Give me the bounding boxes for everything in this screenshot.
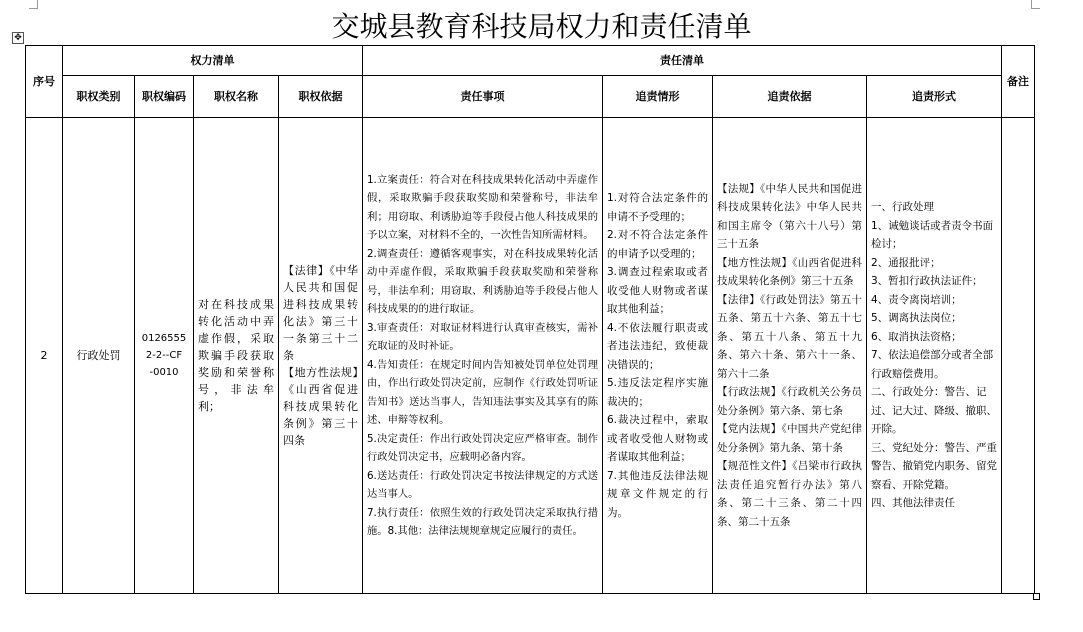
page-corner-mark-right xyxy=(1031,0,1040,9)
page-title: 交城县教育科技局权力和责任清单 xyxy=(331,10,752,43)
cell-code: 0126555 2-2--CF -0010 xyxy=(135,118,194,594)
header-remark: 备注 xyxy=(1002,46,1035,118)
header-power-category: 职权类别 xyxy=(63,76,135,118)
header-power-name: 职权名称 xyxy=(194,76,279,118)
power-duty-table xyxy=(25,45,1035,594)
header-power-code: 职权编码 xyxy=(135,76,194,118)
header-duty-items: 责任事项 xyxy=(363,76,603,118)
table-row xyxy=(26,118,1035,594)
header-power-list: 权力清单 xyxy=(63,46,363,76)
header-power-basis: 职权依据 xyxy=(279,76,363,118)
cell-remark xyxy=(1002,118,1035,594)
cell-accountability-cases: 1.对符合法定条件的申请不予受理的； 2.对不符合法定条件的申请予以受理的； 3.调查过程索取或者收受他人财物或者谋取其他利益； 4.不依法履行职责或者违法违纪，致使裁决错误的； 5.违反法定程序实施裁决的； 6.裁决过程中，索取或者收受他人财物或者谋取其他利益； 7.其他违反法律法规规章文件规定的行为。 xyxy=(603,118,713,594)
cell-seq: 2 xyxy=(26,118,63,594)
cell-name: 对在科技成果转化活动中弄虚作假，采取欺骗手段获取奖励和荣誉称号，非法牟利； xyxy=(194,118,279,594)
header-seq: 序号 xyxy=(26,46,63,118)
header-accountability-cases: 追责情形 xyxy=(603,76,713,118)
table-move-handle-icon[interactable]: ✥ xyxy=(12,32,24,44)
cell-accountability-basis: 【法规】《中华人民共和国促进科技成果转化法》中华人民共和国主席令（第六十八号）第三十五条 【地方性法规】《山西省促进科技成果转化条例》第三十五条 【法律】《行政处罚法》第五十五条、第五十六条、第五十七条、第五十八条、第五十九条、第六十条、第六十一条、第六十二条 【行政法规】《行政机关公务员处分条例》第六条、第七条 【党内法规】《中国共产党纪律处分条例》第九条、第十条 【规范性文件】《吕梁市行政执法责任追究暂行办法》第八条、第二十三条、第二十四条、第二十五条 xyxy=(713,118,867,594)
page-corner-mark-left xyxy=(29,0,38,9)
cell-duty-items: 1.立案责任：符合对在科技成果转化活动中弄虚作假，采取欺骗手段获取奖励和荣誉称号，非法牟利；用窃取、利诱胁迫等手段侵占他人科技成果的予以立案，对材料不全的，一次性告知所需材料。 2.调查责任：遵循客观事实，对在科技成果转化活动中弄虚作假，采取欺骗手段获取奖励和荣誉称号，非法牟利；用窃取、利诱胁迫等手段侵占他人科技成果的的进行取证。 3.审查责任：对取证材料进行认真审查核实，需补充取证的及时补证。 4.告知责任：在规定时间内告知被处罚单位处罚理由，作出行政处罚决定前，应制作《行政处罚听证告知书》送达当事人，告知违法事实及其享有的陈述、申辩等权利。 5.决定责任：作出行政处罚决定应严格审查。制作行政处罚决定书，应载明必备内容。 6.送达责任：行政处罚决定书按法律规定的方式送达当事人。 7.执行责任：依照生效的行政处罚决定采取执行措施。8.其他：法律法规规章规定应履行的责任。 xyxy=(363,118,603,594)
header-duty-list: 责任清单 xyxy=(363,46,1002,76)
header-accountability-forms: 追责形式 xyxy=(867,76,1002,118)
table-resize-handle[interactable] xyxy=(1033,593,1040,600)
header-accountability-basis: 追责依据 xyxy=(713,76,867,118)
cell-accountability-forms: 一、行政处理 1、诫勉谈话或者责令书面检讨； 2、通报批评； 3、暂扣行政执法证件； 4、责令离岗培训； 5、调离执法岗位； 6、取消执法资格； 7、依法追偿部分或者全部行政赔偿费用。 二、行政处分：警告、记过、记大过、降级、撤职、开除。 三、党纪处分：警告、严重警告、撤销党内职务、留党察看、开除党籍。 四、其他法律责任 xyxy=(867,118,1002,594)
cell-basis: 【法律】《中华人民共和国促进科技成果转化法》第三十一条第三十二条 【地方性法规】《山西省促进科技成果转化条例》第三十四条 xyxy=(279,118,363,594)
cell-category: 行政处罚 xyxy=(63,118,135,594)
